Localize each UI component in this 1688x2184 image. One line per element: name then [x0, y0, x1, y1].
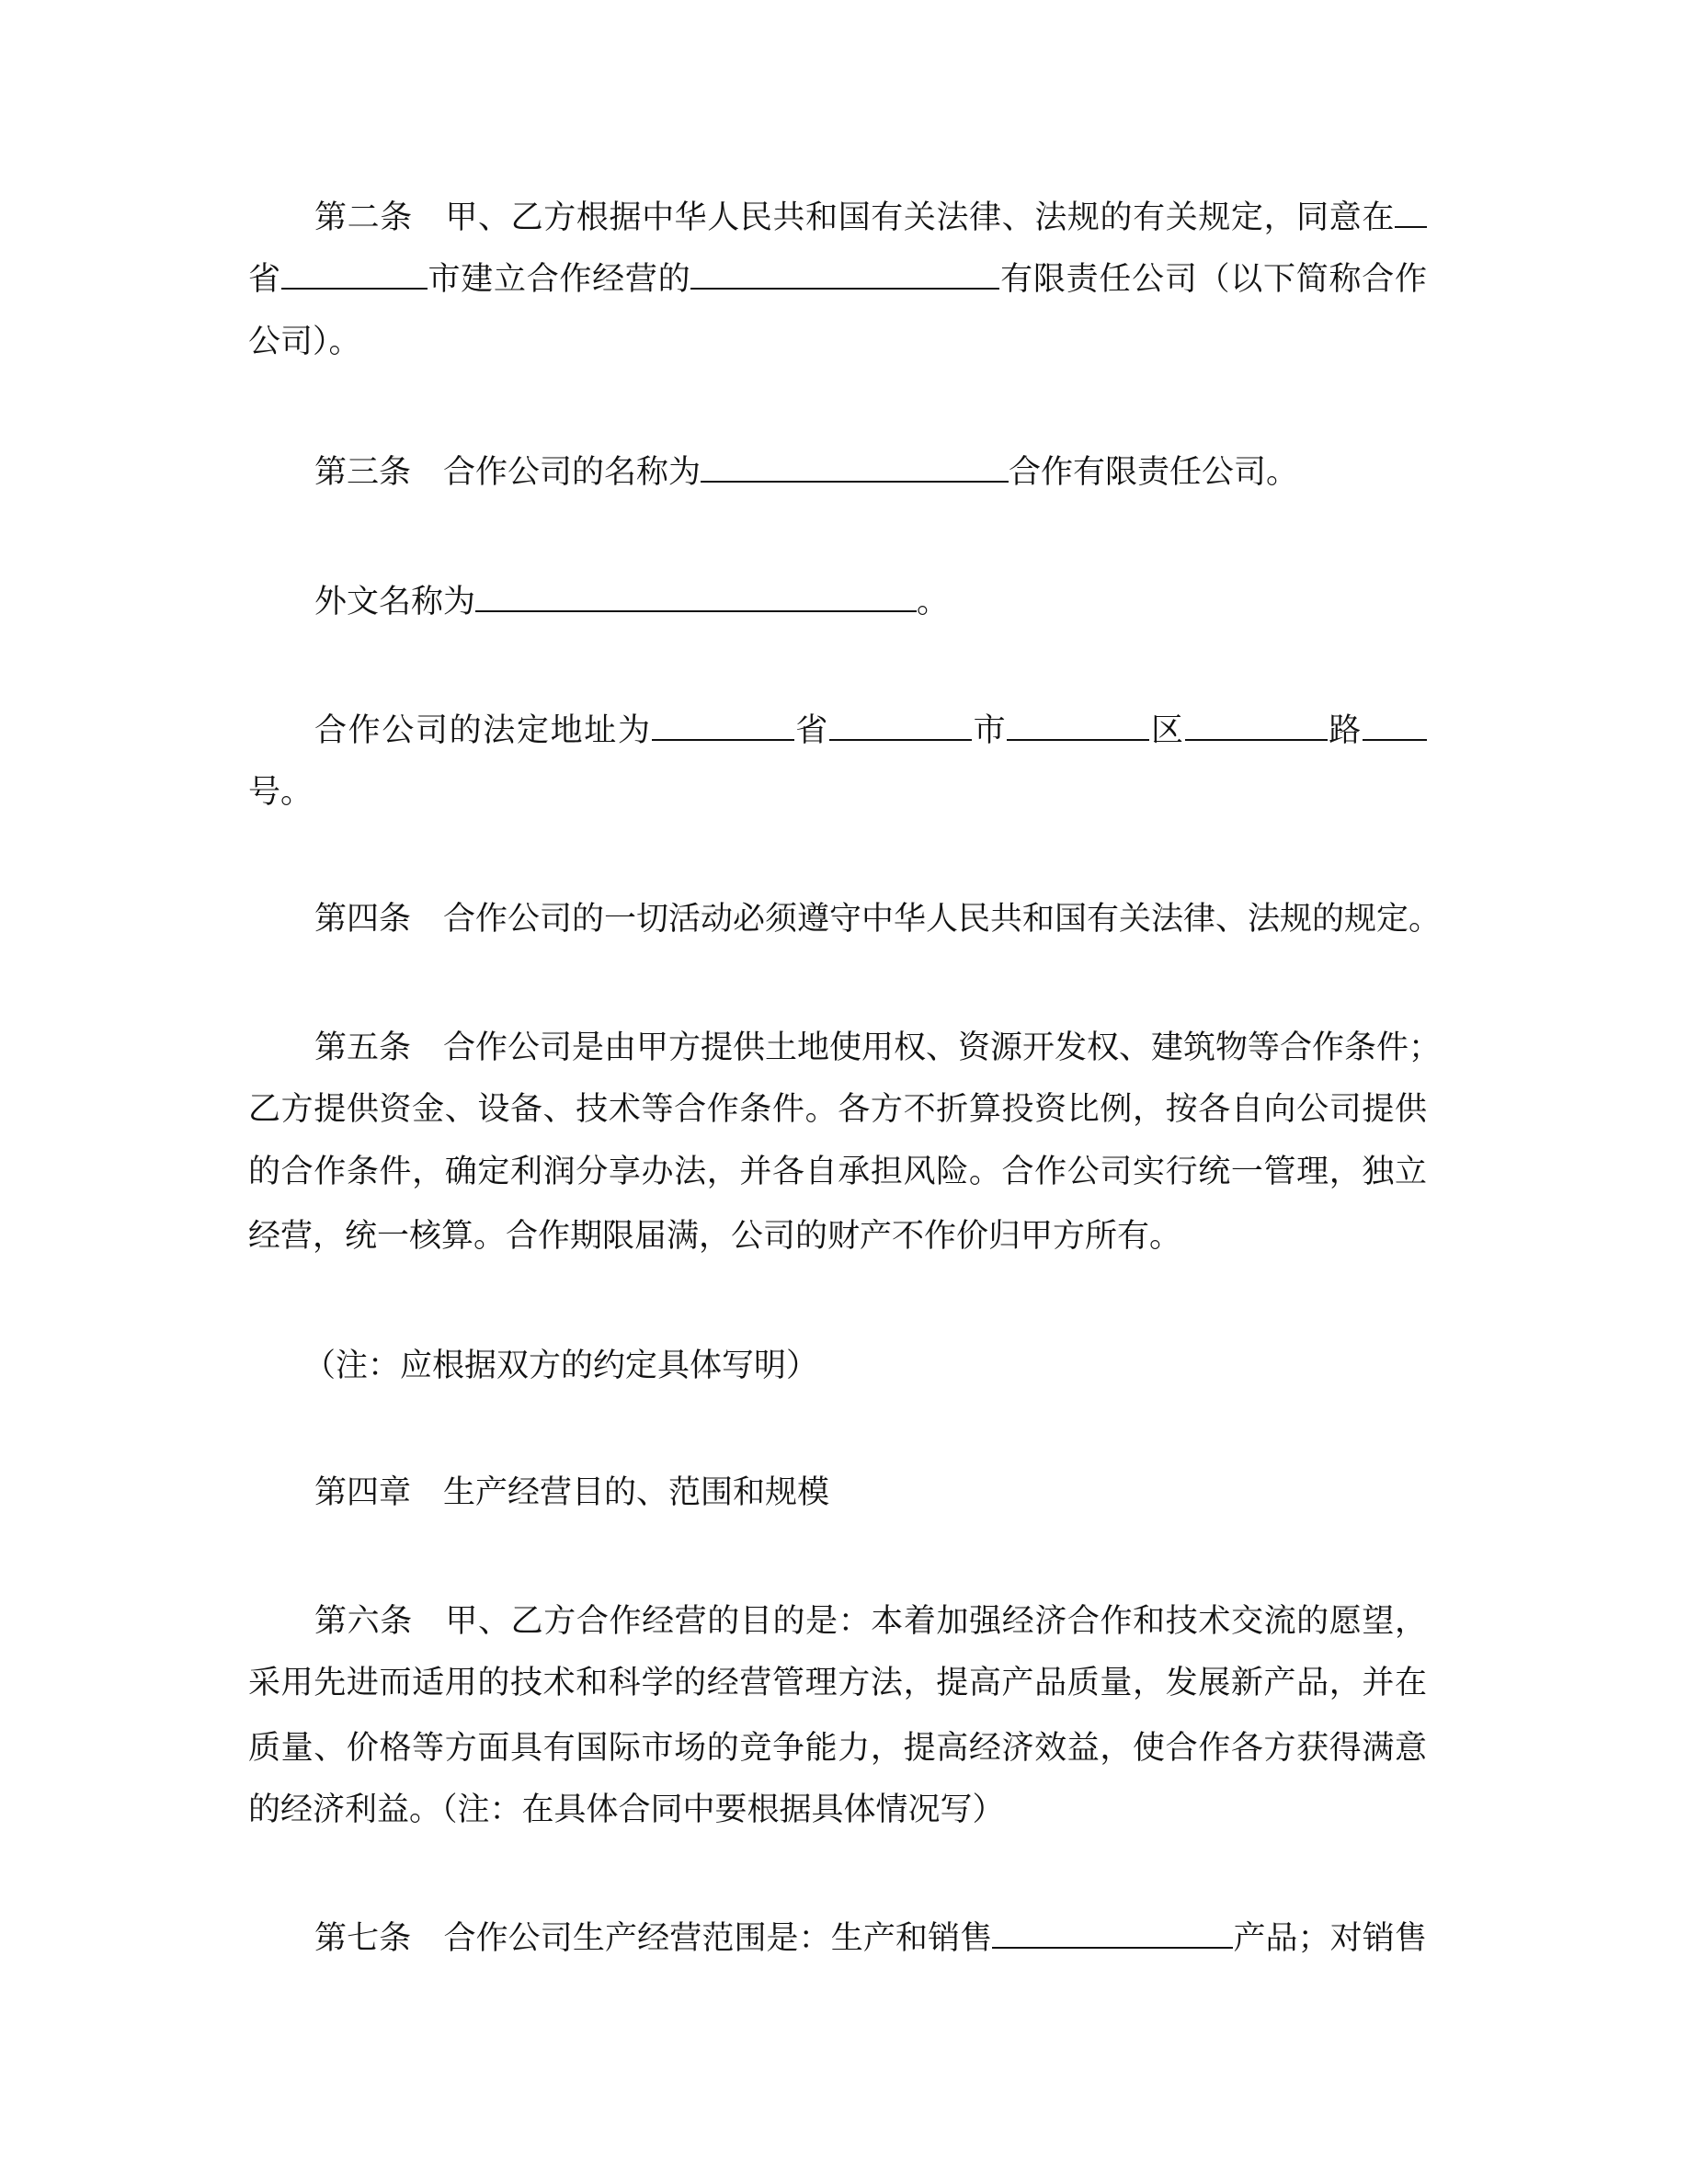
text-line: 乙方提供资金、设备、技术等合作条件。各方不折算投资比例，按各自向公司提供	[248, 1091, 1427, 1128]
blank-addr-district[interactable]	[1007, 711, 1149, 741]
text-line: 经营，统一核算。合作期限届满，公司的财产不作价归甲方所有。	[248, 1218, 1182, 1255]
text: 外文名称为	[314, 584, 476, 620]
text: 合作公司生产经营范围是：生产和销售	[443, 1920, 993, 1957]
article-number: 第二条	[314, 199, 413, 236]
article-number: 第五条	[314, 1029, 412, 1066]
note: （注：应根据双方的约定具体写明）	[303, 1348, 819, 1384]
text: 产品；对销售	[1233, 1920, 1427, 1957]
text-line: 的经济利益。（注：在具体合同中要根据具体情况写）	[248, 1792, 1005, 1828]
text-line: 号。	[248, 774, 314, 811]
text: 区	[1149, 712, 1185, 749]
article-number: 第三条	[314, 454, 412, 491]
text: 甲、乙方合作经营的目的是：本着加强经济合作和技术交流的愿望，	[444, 1603, 1427, 1640]
text: 市	[971, 712, 1008, 749]
blank-province[interactable]	[1395, 199, 1427, 228]
blank-foreign-name[interactable]	[475, 583, 917, 612]
text-line	[314, 1590, 1427, 1653]
text: 市建立合作经营的	[427, 261, 691, 298]
text-line	[314, 187, 1427, 249]
text-line: 公司）。	[248, 324, 361, 360]
text-line	[314, 1017, 1442, 1079]
blank-company-name[interactable]	[701, 453, 1009, 483]
chapter-heading	[314, 1462, 1427, 1524]
text-line	[314, 441, 1427, 504]
article-7	[314, 1907, 1427, 1970]
text-line: 的合作条件，确定利润分享办法，并各自承担风险。合作公司实行统一管理，独立	[248, 1154, 1427, 1190]
chapter-title: 生产经营目的、范围和规模	[443, 1474, 830, 1511]
text-line: 质量、价格等方面具有国际市场的竞争能力，提高经济效益，使合作各方获得满意	[248, 1730, 1427, 1767]
article-number: 第七条	[314, 1920, 412, 1957]
text: 合作公司的名称为	[443, 454, 701, 491]
text: 省	[248, 261, 281, 298]
text: 省	[793, 712, 829, 749]
text: 。	[917, 584, 950, 620]
text: 合作公司是由甲方提供土地使用权、资源开发权、建筑物等合作条件；	[443, 1029, 1442, 1066]
blank-addr-number[interactable]	[1363, 711, 1427, 741]
blank-company[interactable]	[690, 260, 999, 290]
blank-addr-city[interactable]	[829, 711, 972, 741]
text: 有限责任公司（以下简称合作	[999, 261, 1427, 298]
article-number: 第四条	[314, 901, 412, 938]
text: 合作有限责任公司。	[1009, 454, 1299, 491]
blank-city[interactable]	[281, 260, 428, 290]
text-line	[314, 571, 1427, 633]
text-line: 采用先进而适用的技术和科学的经营管理方法，提高产品质量，发展新产品，并在	[248, 1665, 1427, 1701]
article-4	[314, 888, 1442, 950]
text: 合作公司的法定地址为	[314, 712, 652, 749]
chapter-number: 第四章	[314, 1474, 412, 1511]
article-number: 第六条	[314, 1603, 413, 1640]
blank-addr-province[interactable]	[652, 711, 794, 741]
text-line	[248, 248, 1427, 311]
blank-addr-road[interactable]	[1185, 711, 1328, 741]
blank-product[interactable]	[992, 1919, 1233, 1949]
text: 合作公司的一切活动必须遵守中华人民共和国有关法律、法规的规定。	[443, 901, 1442, 938]
text: 路	[1327, 712, 1363, 749]
text-line	[314, 700, 1427, 762]
text: 甲、乙方根据中华人民共和国有关法律、法规的有关规定，同意在	[444, 199, 1395, 236]
